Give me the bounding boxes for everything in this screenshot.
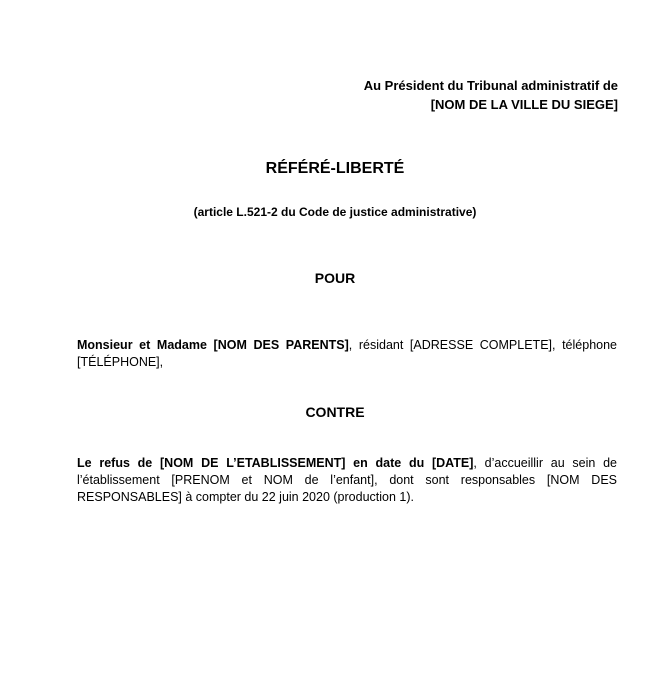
contre-rest-text: , d’accueillir au sein de l’établissement [PRENOM et NOM de l’enfant], dont sont responsables [NOM DES RESPONSABLES] à compter du 22 juin 2020 (production 1). (77, 456, 617, 504)
contre-bold-text: Le refus de [NOM DE L’ETABLISSEMENT] en date du [DATE] (77, 456, 474, 470)
addressee-line-2: [NOM DE LA VILLE DU SIEGE] (430, 97, 618, 112)
heading-pour: POUR (314, 270, 356, 286)
paragraph-pour (77, 337, 617, 371)
addressee-line-1: Au Président du Tribunal administratif de (363, 78, 618, 93)
document-subtitle: (article L.521-2 du Code de justice administrative) (193, 205, 477, 219)
pour-bold-text: Monsieur et Madame [NOM DES PARENTS] (77, 338, 349, 352)
document-title: RÉFÉRÉ-LIBERTÉ (265, 160, 405, 177)
paragraph-contre (77, 455, 617, 506)
heading-contre: CONTRE (305, 404, 365, 420)
addressee-block (364, 76, 618, 114)
pour-rest-text: , résidant [ADRESSE COMPLETE], téléphone [TÉLÉPHONE], (77, 338, 617, 369)
